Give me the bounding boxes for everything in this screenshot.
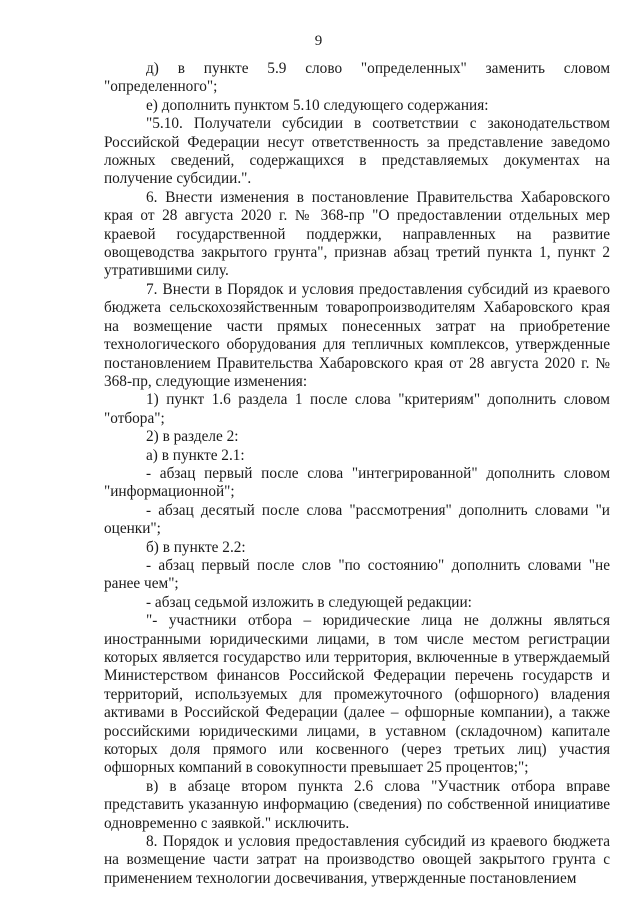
paragraph-subitem-2-b: б) в пункте 2.2: — [146, 538, 246, 556]
paragraph-item-7: 7. Внести в Порядок и условия предоставления субсидий из краевого бюджета сельскохозяйственным товаропроизводителям Хабаровского края на возмещение части прямых понесенных затрат на приобретение технологического оборудования для тепличных комплексов, утвержденные постановлением Правительства Хабаровского края от 28 августа 2020 г. № 368-пр, следующие изменения: — [104, 280, 610, 390]
paragraph-subitem-2: 2) в разделе 2: — [146, 428, 239, 446]
paragraph-subitem-2-a: а) в пункте 2.1: — [146, 446, 245, 464]
paragraph-5-10-text: "5.10. Получатели субсидии в соответствии с законодательством Российской Федерации несут ответственность за представление заведомо ложных сведений, содержащихся в представляемых документах на получение субсидии.". — [104, 115, 610, 188]
paragraph-dash-first: - абзац первый после слова "интегрированной" дополнить словом "информационной"; — [104, 464, 610, 501]
paragraph-item-8: 8. Порядок и условия предоставления субсидий из краевого бюджета на возмещение части затрат на производство овощей закрытого грунта с применением технологии досвечивания, утвержденные постановлением — [104, 833, 610, 887]
paragraph-dash-tenth: - абзац десятый после слова "рассмотрения" дополнить словами "и оценки"; — [104, 501, 610, 538]
paragraph-dash-seventh: - абзац седьмой изложить в следующей редакции: — [146, 593, 472, 611]
paragraph-dash-first-2: - абзац первый после слов "по состоянию" дополнить словами "не ранее чем"; — [104, 556, 610, 593]
paragraph-add-5-10: е) дополнить пунктом 5.10 следующего содержания: — [146, 96, 489, 114]
paragraph-5-9-amendment: д) в пункте 5.9 слово "определенных" заменить словом "определенного"; — [104, 60, 610, 96]
paragraph-item-6: 6. Внести изменения в постановление Правительства Хабаровского края от 28 августа 2020 г. № 368-пр "О предоставлении отдельных мер краевой государственной поддержки, направленных на развитие овощеводства закрытого грунта", признав абзац третий пункта 1, пункт 2 утратившими силу. — [104, 188, 610, 280]
paragraph-subitem-2-v: в) в абзаце втором пункта 2.6 слова "Участник отбора вправе представить указанную информацию (сведения) по собственной инициативе одновременно с заявкой." исключить. — [104, 777, 610, 832]
document-body — [104, 60, 610, 888]
page-number: 9 — [314, 33, 323, 49]
paragraph-subitem-1: 1) пункт 1.6 раздела 1 после слова "критериям" дополнить словом "отбора"; — [104, 391, 610, 427]
paragraph-offshore-text: "- участники отбора – юридические лица не должны являться иностранными юридическими лицами, в том числе местом регистрации которых является государство или территория, включенные в утверждаемый Министерством финансов Российской Федерации перечень государств и территорий, используемых для промежуточного (офшорного) владения активами в Российской Федерации (далее – офшорные компании), а также российскими юридическими лицами, в уставном (складочном) капитале которых доля прямого или косвенного (через третьих лиц) участия офшорных компаний в совокупности превышает 25 процентов;"; — [104, 612, 610, 777]
